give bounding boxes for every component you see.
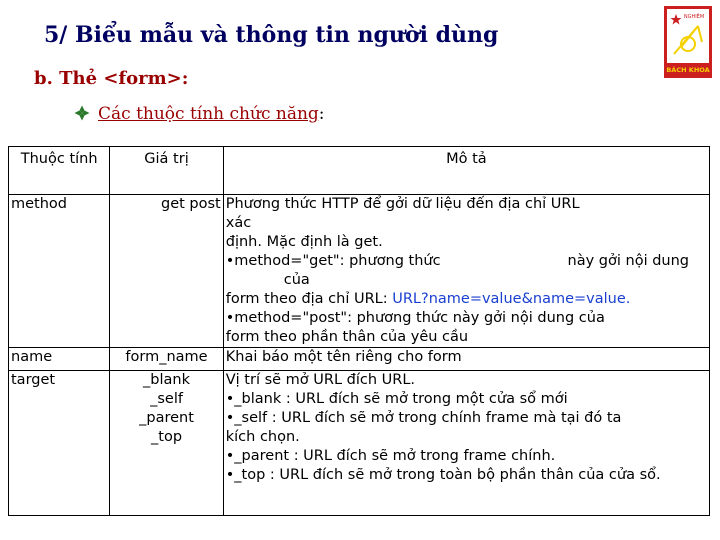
desc-line: [226, 252, 707, 271]
desc-line: kích chọn.: [225, 429, 300, 445]
desc-cell-target: [223, 371, 709, 516]
attr-cell-name: name: [9, 348, 110, 371]
desc-line: •_self : URL đích sẽ mở trong chính frame mà tại đó ta: [225, 410, 622, 426]
desc-line: [226, 290, 707, 309]
svg-text:BÁCH KHOA: BÁCH KHOA: [666, 66, 710, 74]
url-example: URL?name=value&name=value.: [392, 291, 631, 307]
header-value: Giá trị: [110, 147, 223, 195]
desc-line: •_top : URL đích sẽ mở trong toàn bộ phần thân của cửa sổ.: [225, 467, 661, 483]
attributes-table: [8, 146, 710, 516]
bullet-colon: :: [318, 104, 325, 124]
diamond-bullet-icon: [74, 105, 90, 121]
attr-cell-method: method: [9, 195, 110, 348]
desc-line: định. Mặc định là get.: [225, 234, 383, 250]
value-cell-method: [110, 195, 223, 348]
table-header-row: [9, 147, 710, 195]
svg-text:NGHIÊM: NGHIÊM: [683, 14, 705, 20]
desc-cell-method: [223, 195, 709, 348]
desc-line: •method="post": phương thức này gởi nội dung của: [225, 310, 605, 326]
desc-fragment: form theo địa chỉ URL:: [225, 291, 388, 307]
bullet-text: Các thuộc tính chức năng: [98, 104, 319, 124]
attr-cell-target: target: [9, 371, 110, 516]
slide-title: 5/ Biểu mẫu và thông tin người dùng: [44, 22, 499, 48]
bullet-line: [74, 104, 325, 124]
value-cell-name: form_name: [110, 348, 223, 371]
desc-line: •_parent : URL đích sẽ mở trong frame chính.: [225, 448, 556, 464]
desc-line: xác: [225, 215, 252, 231]
section-subtitle: b. Thẻ <form>:: [34, 68, 189, 89]
desc-line: của: [283, 272, 310, 288]
value-parent: _parent: [139, 410, 194, 426]
value-cell-target: [110, 371, 223, 516]
value-self: _self: [150, 391, 183, 407]
value-top: _top: [151, 429, 183, 445]
university-logo: [664, 6, 712, 78]
table-row-name: [9, 348, 710, 371]
desc-fragment: này gởi nội dung: [567, 253, 689, 269]
desc-line: Phương thức HTTP để gởi dữ liệu đến địa chỉ URL: [225, 196, 580, 212]
desc-line: Vị trí sẽ mở URL đích URL.: [225, 372, 416, 388]
header-description: Mô tả: [223, 147, 709, 195]
header-attribute: Thuộc tính: [9, 147, 110, 195]
table-row-target: [9, 371, 710, 516]
value-blank: _blank: [143, 372, 190, 388]
desc-line: •_blank : URL đích sẽ mở trong một cửa sổ mới: [225, 391, 568, 407]
table-row-method: [9, 195, 710, 348]
desc-line: form theo phần thân của yêu cầu: [225, 329, 469, 345]
desc-cell-name: Khai báo một tên riêng cho form: [223, 348, 709, 371]
desc-fragment: •method="get": phương thức: [225, 253, 441, 269]
value-get-post: get post: [161, 196, 221, 212]
